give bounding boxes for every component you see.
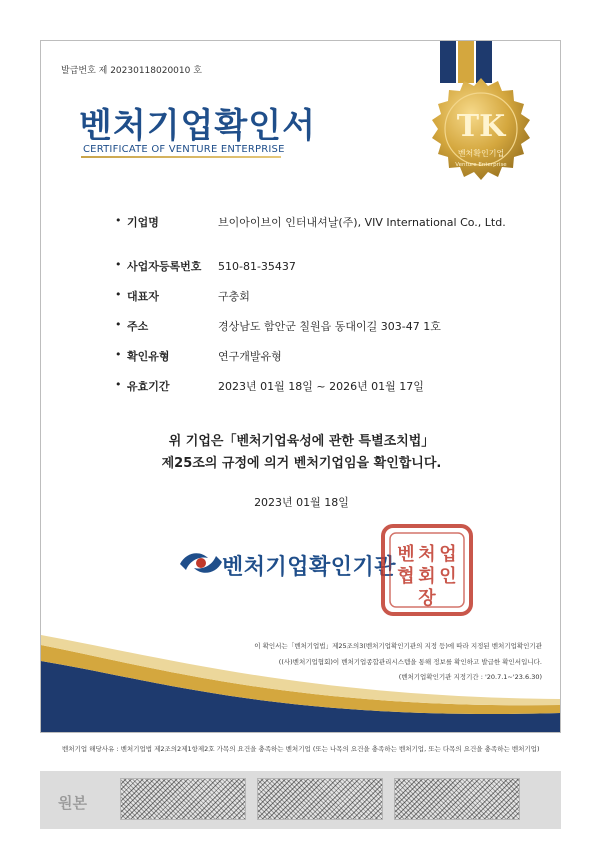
original-label: 원본: [58, 794, 87, 812]
security-pattern-2: [257, 778, 383, 820]
field-value: 510-81-35437: [218, 260, 296, 273]
seal-text-en: Venture Enterprise: [455, 162, 507, 168]
statement-line-1: 위 기업은「벤처기업육성에 관한 특별조치법」: [168, 434, 435, 449]
security-pattern-3: [394, 778, 520, 820]
seal-text-kr: 벤처확인기업: [457, 149, 505, 158]
field-label: 사업자등록번호: [127, 260, 202, 273]
svg-text:회: 회: [418, 566, 436, 587]
field-company-name: • 기업명 브이아이브이 인터내셔날(주), VIV International Co., Ltd.: [115, 214, 535, 258]
verification-strip: [40, 771, 561, 829]
field-value: 구충회: [218, 290, 250, 303]
field-address: • 주소 경상남도 함안군 칠원읍 동대이길 303-47 1호: [115, 318, 535, 348]
certificate-subtitle: CERTIFICATE OF VENTURE ENTERPRISE: [83, 144, 285, 155]
svg-text:인: 인: [439, 566, 457, 587]
field-value: 연구개발유형: [218, 350, 282, 363]
certificate-title: 벤처기업확인서: [79, 106, 316, 146]
issue-number: 발급번호 제 20230118020010 호: [61, 66, 202, 76]
field-label: 유효기간: [127, 380, 170, 393]
security-pattern-1: [120, 778, 246, 820]
certificate-fields: [115, 214, 535, 408]
subtitle-underline: [81, 156, 281, 158]
field-representative: • 대표자 구충회: [115, 288, 535, 318]
svg-text:장: 장: [418, 588, 436, 609]
svg-text:협: 협: [397, 566, 415, 587]
fine-print-line-3: (벤처기업확인기관 지정기간 : '20.7.1~'23.6.30): [398, 673, 542, 681]
venture-seal-icon: [422, 76, 540, 194]
svg-text:업: 업: [439, 544, 457, 565]
decorative-waves: [41, 601, 561, 733]
field-value: 2023년 01월 18일 ~ 2026년 01월 17일: [218, 380, 424, 393]
field-value: 브이아이브이 인터내셔날(주), VIV International Co., Ltd.: [218, 216, 506, 229]
field-label: 기업명: [127, 216, 159, 229]
statement-line-2: 제25조의 규정에 의거 벤처기업임을 확인합니다.: [161, 456, 442, 471]
field-label: 주소: [127, 320, 149, 333]
field-business-number: • 사업자등록번호 510-81-35437: [115, 258, 535, 288]
venture-reason-note: 벤처기업 해당사유 : 벤처기업법 제2조의2제1항제2호 가목의 요건을 충족하는 벤처기업 (또는 나목의 요건을 충족하는 벤처기업, 또는 다목의 요건을 충족하는 벤처기업): [62, 745, 540, 753]
issuer-name: 벤처기업확인기관: [222, 555, 397, 580]
issue-date: 2023년 01월 18일: [254, 496, 349, 509]
svg-text:벤: 벤: [397, 544, 415, 565]
certificate: [40, 40, 561, 733]
field-label: 확인유형: [127, 350, 170, 363]
svg-text:처: 처: [418, 544, 436, 565]
field-validity-period: • 유효기간 2023년 01월 18일 ~ 2026년 01월 17일: [115, 378, 535, 408]
svg-text:TK: TK: [456, 109, 506, 144]
field-confirmation-type: • 확인유형 연구개발유형: [115, 348, 535, 378]
field-value: 경상남도 함안군 칠원읍 동대이길 303-47 1호: [218, 320, 441, 333]
field-label: 대표자: [127, 290, 159, 303]
fine-print-line-1: 이 확인서는「벤처기업법」제25조의3(벤처기업확인기관의 지정 등)에 따라 지정된 벤처기업확인기관: [254, 642, 542, 650]
fine-print-line-2: ((사)벤처기업협회)이 벤처기업종합관리시스템을 통해 정보를 확인하고 발급한 확인서입니다.: [278, 658, 542, 666]
issuer-logo-icon: [178, 548, 224, 578]
